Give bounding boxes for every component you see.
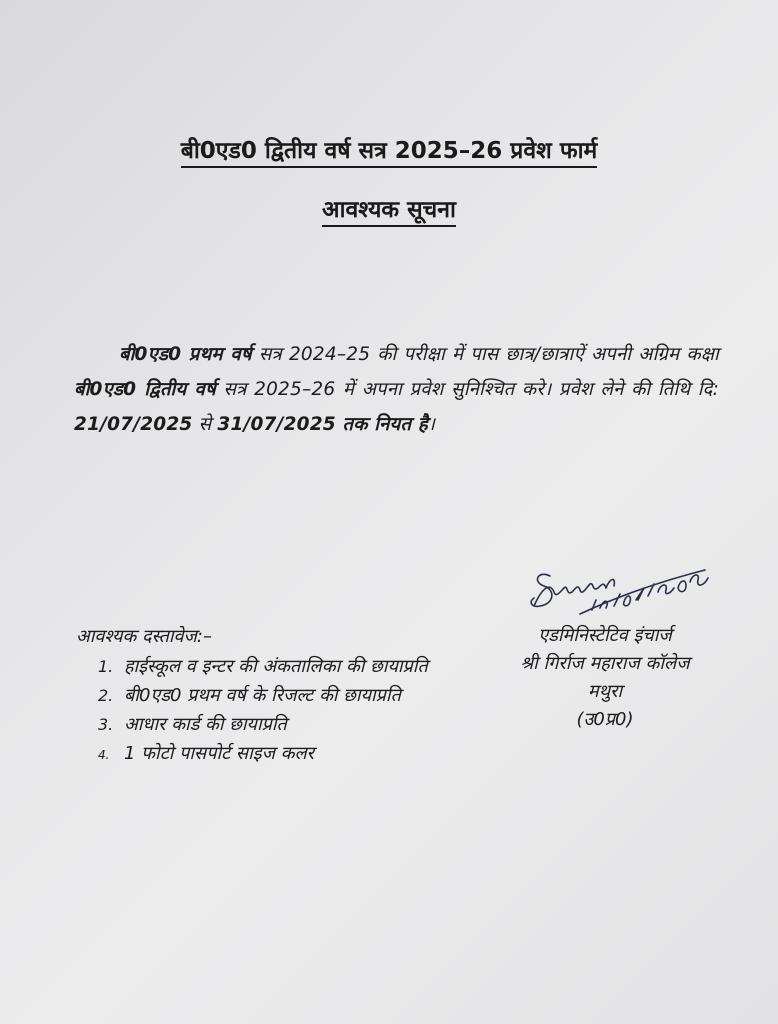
list-item [98,681,468,710]
para-end-date: 31/07/2025 तक नियत है [217,413,428,435]
signatory-block [480,622,730,734]
para-text-3: से [192,413,218,435]
list-item-number: 2. [98,686,114,705]
list-item-text: 1 फोटो पासपोर्ट साइज कलर [124,743,315,764]
handwritten-signature [520,548,720,618]
list-item [98,739,468,768]
para-course-first-year: बी0एड0 प्रथम वर्ष [119,343,252,365]
list-item-text: आधार कार्ड की छायाप्रति [124,714,287,735]
signatory-designation: एडमिनिस्टेटिव इंचार्ज [538,625,672,646]
notice-title-text: बी0एड0 द्वितीय वर्ष सत्र 2025–26 प्रवेश फार्म [181,138,598,168]
notice-subtitle-text: आवश्यक सूचना [322,197,456,227]
list-item [98,652,468,681]
list-item [98,710,468,739]
para-course-second-year: बी0एड0 द्वितीय वर्ष [74,378,216,400]
list-item-number: 1. [98,657,114,676]
para-text-1: सत्र 2024–25 की परीक्षा में पास छात्र/छात्राऐं अपनी अग्रिम कक्षा [251,343,719,365]
list-item-number: 3. [98,715,114,734]
list-item-text: बी0एड0 प्रथम वर्ष के रिजल्ट की छायाप्रति [124,685,401,706]
para-start-date: 21/07/2025 [74,413,193,435]
signatory-college: श्री गिर्राज महाराज कॉलेज [520,653,690,674]
list-item-number: 4. [98,748,110,762]
list-item-text: हाईस्कूल व इन्टर की अंकतालिका की छायाप्रति [124,656,428,677]
para-end-mark: । [427,413,436,435]
notice-title [0,133,778,165]
notice-paragraph [74,337,719,442]
signatory-state: (उ0प्र0) [576,709,634,730]
para-text-2: सत्र 2025–26 में अपना प्रवेश सुनिश्चित करे। प्रवेश लेने की तिथि दि: [215,378,719,400]
notice-subtitle [0,192,778,224]
signatory-city: मथुरा [587,681,623,702]
documents-heading: आवश्यक दस्तावेज:– [76,626,212,647]
documents-list [98,652,468,768]
